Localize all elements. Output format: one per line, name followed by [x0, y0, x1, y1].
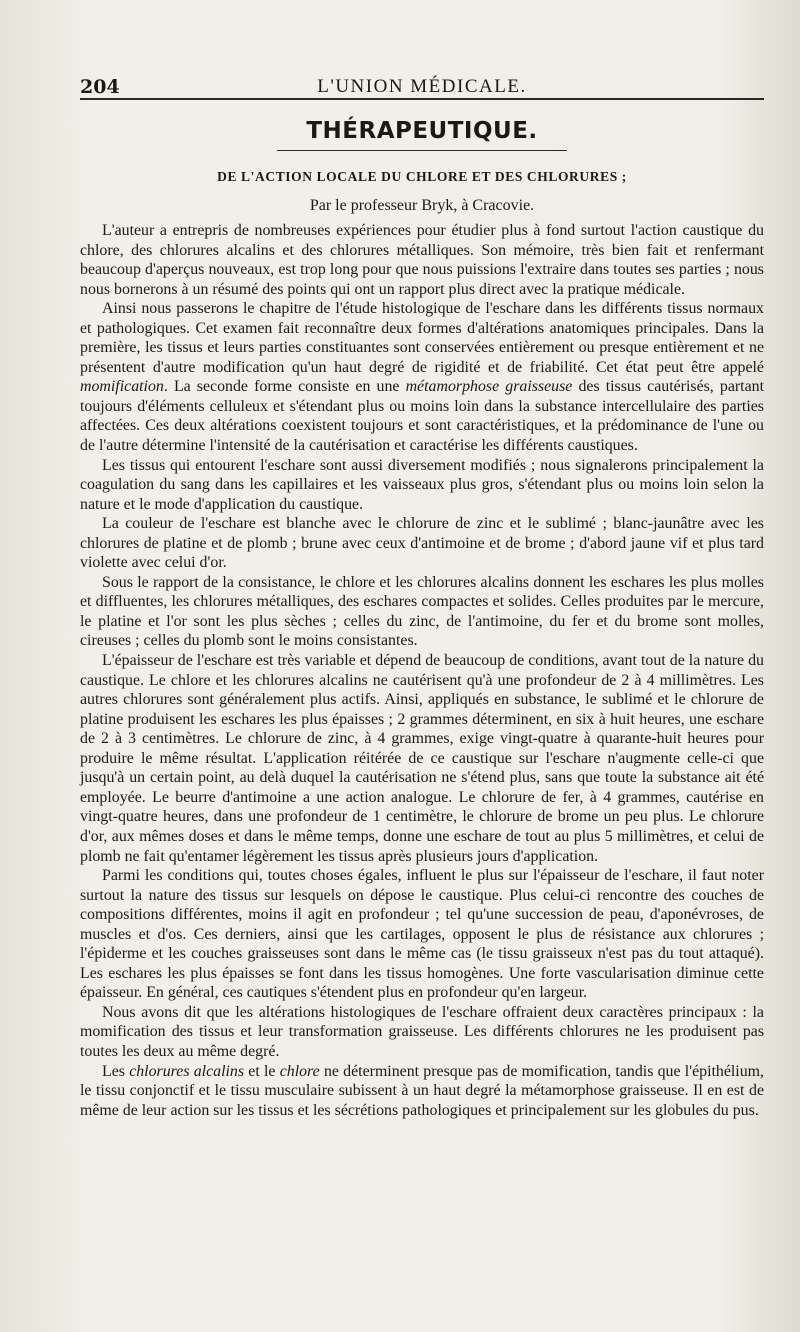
paragraph-text: ne déterminent presque pas de momification, tandis que l'épithélium, le tissu conjonctif et le tissu musculaire subissent à un haut degré la métamorphose graisseuse. Il en est de même de leur action sur les tissus et les sécrétions pathologiques et principalement sur les globules du pus. [80, 1062, 765, 1119]
italic-term: momification [80, 378, 164, 396]
article-byline: Par le professeur Bryk, à Cracovie. [309, 197, 535, 214]
body-paragraph [80, 651, 764, 866]
body-paragraph [80, 299, 764, 455]
italic-term: chlorures alcalins [129, 1062, 245, 1080]
paragraph-text: Parmi les conditions qui, toutes choses égales, influent le plus sur l'épaisseur de l'eschare, il faut noter surtout la nature des tissus sur lesquels on dépose le caustique. Plus celui-ci rencontre des couches de compositions différentes, moins il agit en profondeur ; tel qu'une succession de peau, d'aponévroses, de muscles et d'os. Ces derniers, ainsi que les cartilages, opposent le plus de résistance aux chlorures ; l'épiderme et les couches graisseuses sont dans le même cas (le tissu graisseux n'est pas du tout attaqué). Les eschares les plus épaisses se font dans les tissus homogènes. Une forte vascularisation diminue cette épaisseur. En général, ces cautiques s'étendent plus en profondeur qu'en largeur. [80, 867, 764, 1002]
body-paragraph [80, 1062, 764, 1121]
italic-term: chlore [279, 1062, 320, 1080]
body-paragraph [80, 1003, 764, 1062]
article-body [80, 221, 764, 1120]
page-number: 204 [80, 76, 120, 98]
body-paragraph [80, 221, 764, 299]
paragraph-text: Les [102, 1062, 130, 1080]
body-paragraph [80, 866, 764, 1003]
article-title: DE L'ACTION LOCALE DU CHLORE ET DES CHLORURES ; [217, 169, 627, 184]
section-title: THÉRAPEUTIQUE. [306, 118, 538, 144]
journal-title: L'UNION MÉDICALE. [317, 76, 527, 97]
paragraph-text: La couleur de l'eschare est blanche avec le chlorure de zinc et le sublimé ; blanc-jaunâtre avec les chlorures de platine et de plomb ; brune avec ceux d'antimoine et de brome ; d'abord jaune vif et plus tard violette avec celui d'or. [80, 515, 764, 572]
running-header [80, 66, 764, 100]
paragraph-text: des tissus cautérisés, partant toujours d'éléments celluleux et s'étendant plus ou moins loin dans la substance intercellulaire des parties affectées. Ces deux altérations coexistent toujours et sont caractéristiques, et la prédominance de l'une ou de l'autre détermine l'intensité de la cautérisation et caractérise les différents caustiques. [80, 378, 764, 455]
italic-term: métamorphose graisseuse [405, 378, 573, 396]
paragraph-text: . La seconde forme consiste en une [163, 378, 406, 396]
title-rule [277, 150, 567, 151]
body-paragraph [80, 514, 764, 573]
paragraph-text: Les tissus qui entourent l'eschare sont aussi diversement modifiés ; nous signalerons principalement la coagulation du sang dans les capillaires et les vaisseaux plus gros, s'étendant plus ou moins loin selon la nature et le mode d'application du caustique. [80, 456, 764, 513]
paragraph-text: et le [244, 1062, 280, 1080]
paragraph-text: Sous le rapport de la consistance, le chlore et les chlorures alcalins donnent les eschares les plus molles et diffluentes, les chlorures métalliques, des eschares compactes et solides. Celles produites par le mercure, le platine et l'or sont les plus sèches ; celles du zinc, de l'antimoine, du fer et du brome sont molles, cireuses ; celles du plomb sont le moins consistantes. [80, 573, 764, 650]
paragraph-text: Nous avons dit que les altérations histologiques de l'eschare offraient deux caractères principaux : la momification des tissus et leur transformation graisseuse. Les différents chlorures ne les produisent pas toutes les deux au même degré. [80, 1003, 764, 1060]
paragraph-text: L'auteur a entrepris de nombreuses expériences pour étudier plus à fond surtout l'action caustique du chlore, des chlorures alcalins et des chlorures métalliques. Son mémoire, très bien fait et renfermant beaucoup d'aperçus nouveaux, est trop long pour que nous puissions l'extraire dans toutes ses parties ; nous nous bornerons à un résumé des points qui ont un rapport plus direct avec la pratique médicale. [80, 222, 764, 298]
paragraph-text: L'épaisseur de l'eschare est très variable et dépend de beaucoup de conditions, avant tout de la nature du caustique. Le chlore et les chlorures alcalins ne cautérisent qu'à une profondeur de 2 à 4 millimètres. Les autres chlorures sont généralement plus actifs. Ainsi, appliqués en substance, le sublimé et le chlorure de platine produisent les eschares les plus épaisses ; 2 grammes déterminent, en six à huit heures, une eschare de 2 à 3 centimètres. Le chlorure de zinc, à 4 grammes, exige vingt-quatre à quarante-huit heures pour produire le même résultat. L'application réitérée de ce caustique sur l'eschare n'augmente celle-ci que jusqu'à un certain point, au delà duquel la cautérisation ne s'étend plus, sans que toute la substance ait été employée. Le beurre d'antimoine a une action analogue. Le chlorure de fer, à 4 grammes, cautérise en vingt-quatre heures, dans une profondeur de 1 centimètre, le chlorure de brome un peu plus. Le chlorure d'or, aux mêmes doses et dans le même temps, donne une eschare de tout au plus 5 millimètres, et celui de plomb ne fait qu'entamer légèrement les tissus après plusieurs jours d'application. [80, 652, 764, 865]
body-paragraph [80, 456, 764, 515]
body-paragraph [80, 573, 764, 651]
paragraph-text: Ainsi nous passerons le chapitre de l'étude histologique de l'eschare dans les différents tissus normaux et pathologiques. Cet examen fait reconnaître deux formes d'altérations anatomiques principales. Dans la première, les tissus et leurs parties constituantes sont conservées entièrement ou presque entièrement et ne présentent d'autre modification qu'un haut degré de rigidité et de friabilité. Cet état peut être appelé [80, 300, 764, 376]
